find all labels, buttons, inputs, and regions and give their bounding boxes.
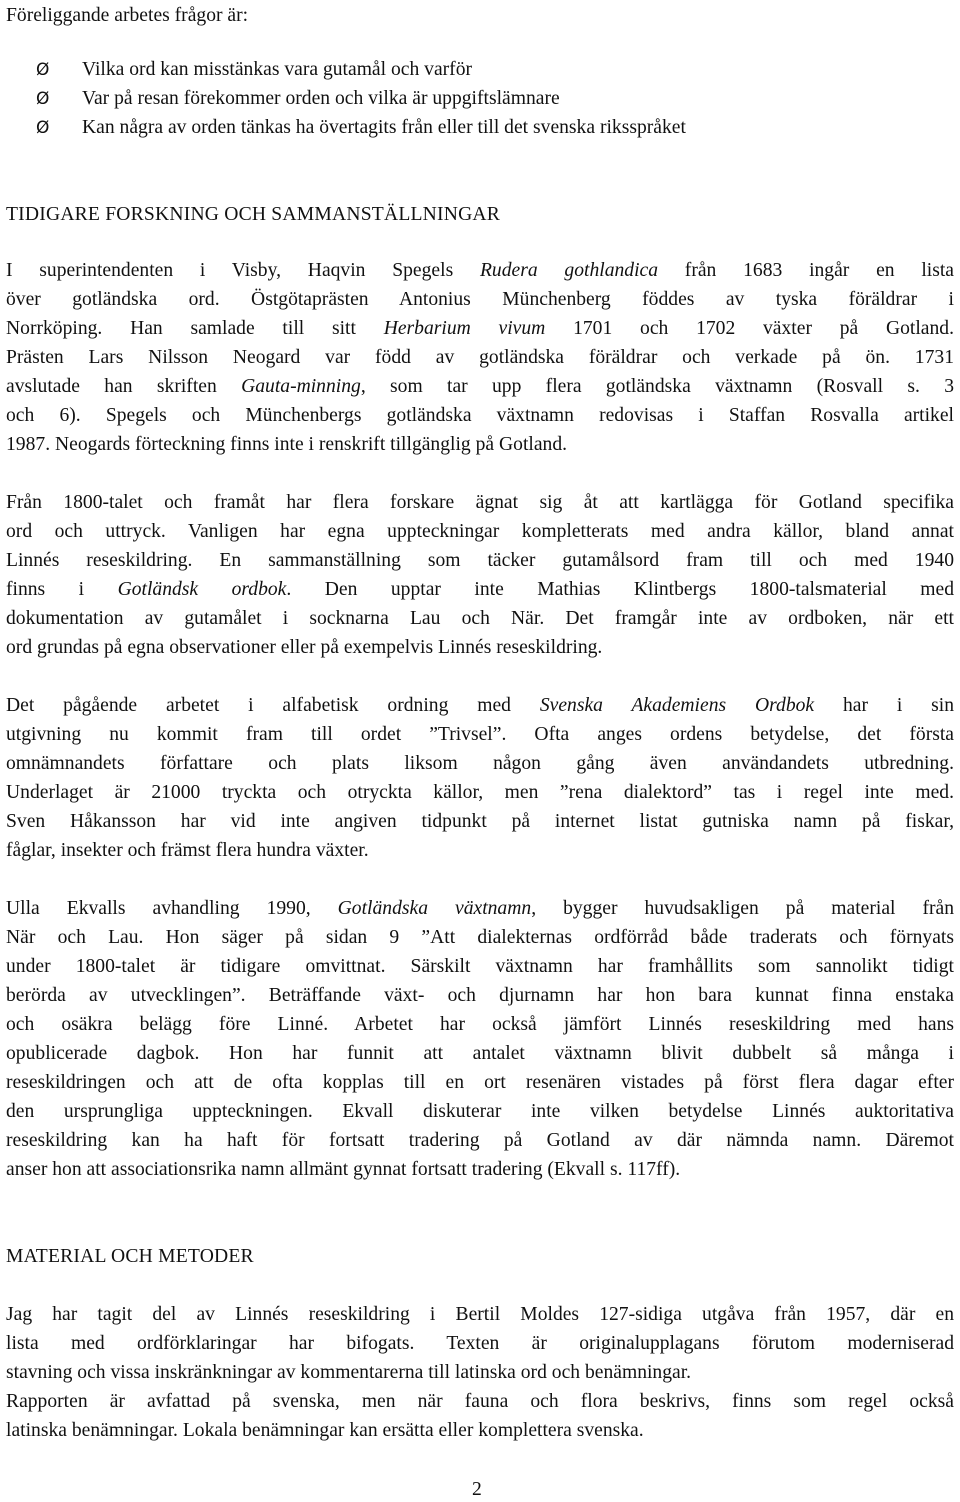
paragraph-line: fåglar, insekter och främst flera hundra växter.: [6, 840, 369, 861]
paragraph-line: berörda av utvecklingen”. Beträffande växt- och djurnamn har hon bara kunnat finna enstaka: [6, 985, 954, 1006]
bullet-text: Vilka ord kan misstänkas vara gutamål och varför: [82, 59, 473, 80]
paragraph-line: Rapporten är avfattad på svenska, men när fauna och flora beskrivs, finns som regel också: [6, 1391, 954, 1412]
bullet-marker: Ø: [36, 89, 50, 109]
paragraph-line: omnämnandets författare och plats liksom någon gång även användandets utbredning.: [6, 753, 954, 774]
paragraph-line: utgivning nu kommit fram till ordet ”Trivsel”. Ofta anges ordens betydelse, det första: [6, 724, 954, 745]
paragraph-line: Det pågående arbetet i alfabetisk ordning med Svenska Akademiens Ordbok har i sin: [6, 695, 954, 716]
paragraph-line: och osäkra belägg före Linné. Arbetet har också jämfört Linnés reseskildring med hans: [6, 1014, 954, 1035]
paragraph-line: anser hon att associationsrika namn allmänt gynnat fortsatt tradering (Ekvall s. 117ff).: [6, 1159, 681, 1180]
paragraph-line: avslutade han skriften Gauta-minning, som tar upp flera gotländska växtnamn (Rosvall s. 3: [6, 376, 954, 397]
section-heading-previous-research: TIDIGARE FORSKNING OCH SAMMANSTÄLLNINGAR: [6, 204, 501, 225]
paragraph-line: Prästen Lars Nilsson Neogard var född av gotländska föräldrar och verkade på ön. 1731: [6, 347, 954, 368]
paragraph-line: I superintendenten i Visby, Haqvin Spegels Rudera gothlandica från 1683 ingår en lista: [6, 260, 955, 281]
paragraph-line: När och Lau. Hon säger på sidan 9 ”Att dialekternas ordförråd både traderats och förnyats: [6, 927, 954, 948]
paragraph-line: Norrköping. Han samlade till sitt Herbarium vivum 1701 och 1702 växter på Gotland.: [6, 318, 954, 339]
paragraph-line: Från 1800-talet och framåt har flera forskare ägnat sig åt att kartlägga för Gotland specifika: [6, 492, 954, 513]
paragraph-line: ord och uttryck. Vanligen har egna uppteckningar kompletterats med andra källor, bland annat: [6, 521, 954, 542]
paragraph-line: Underlaget är 21000 tryckta och otryckta källor, men ”rena dialektord” tas i regel inte med.: [6, 782, 954, 803]
paragraph-line: och 6). Spegels och Münchenbergs gotländska växtnamn redovisas i Staffan Rosvalla artikel: [6, 405, 954, 426]
intro-text: Föreliggande arbetes frågor är:: [6, 5, 249, 26]
paragraph-line: lista med ordförklaringar har bifogats. Texten är originalupplagans förutom moderniserad: [6, 1333, 954, 1354]
paragraph-line: Sven Håkansson har vid inte angiven tidpunkt på internet listat gutniska namn på fiskar,: [6, 811, 954, 832]
paragraph-line: 1987. Neogards förteckning finns inte i renskrift tillgänglig på Gotland.: [6, 434, 568, 455]
bullet-text: Var på resan förekommer orden och vilka är uppgiftslämnare: [82, 88, 560, 109]
paragraph-line: opublicerade dagbok. Hon har funnit att antalet växtnamn blivit dubbelt så många i: [6, 1043, 954, 1064]
page-number: 2: [472, 1479, 482, 1500]
paragraph-line: Ulla Ekvalls avhandling 1990, Gotländska växtnamn, bygger huvudsakligen på material från: [6, 898, 954, 919]
paragraph-line: stavning och vissa inskränkningar av kommentarerna till latinska ord och benämningar.: [6, 1362, 692, 1383]
paragraph-line: den ursprungliga uppteckningen. Ekvall diskuterar inte vilken betydelse Linnés auktoritativa: [6, 1101, 954, 1122]
bullet-item-1: [36, 56, 472, 84]
paragraph-line: Linnés reseskildring. En sammanställning som täcker gutamålsord fram till och med 1940: [6, 550, 954, 571]
bullet-item-3: [36, 114, 686, 142]
bullet-text: Kan några av orden tänkas ha övertagits från eller till det svenska riksspråket: [82, 117, 686, 138]
paragraph-line: latinska benämningar. Lokala benämningar kan ersätta eller komplettera svenska.: [6, 1420, 644, 1441]
section-heading-material-methods: MATERIAL OCH METODER: [6, 1246, 254, 1267]
paragraph-line: under 1800-talet är tidigare omvittnat. Särskilt växtnamn har framhållits som sannolikt tidigt: [6, 956, 954, 977]
paragraph-line: över gotländska ord. Östgötaprästen Antonius Münchenberg föddes av tyska föräldrar i: [6, 289, 954, 310]
bullet-marker: Ø: [36, 118, 50, 138]
paragraph-line: reseskildring kan ha haft för fortsatt tradering på Gotland av där nämnda namn. Däremot: [6, 1130, 954, 1151]
paragraph-line: finns i Gotländsk ordbok. Den upptar inte Mathias Klintbergs 1800-talsmaterial med: [6, 579, 954, 600]
bullet-marker: Ø: [36, 60, 50, 80]
paragraph-line: Jag har tagit del av Linnés reseskildring i Bertil Moldes 127-sidiga utgåva från 1957, där en: [6, 1304, 954, 1325]
paragraph-line: dokumentation av gutamålet i socknarna Lau och När. Det framgår inte av ordboken, när ett: [6, 608, 954, 629]
paragraph-line: reseskildringen och att de ofta kopplas till en ort resenären vistades på först flera dagar efter: [6, 1072, 954, 1093]
bullet-item-2: [36, 85, 560, 113]
paragraph-line: ord grundas på egna observationer eller på exempelvis Linnés reseskildring.: [6, 637, 603, 658]
